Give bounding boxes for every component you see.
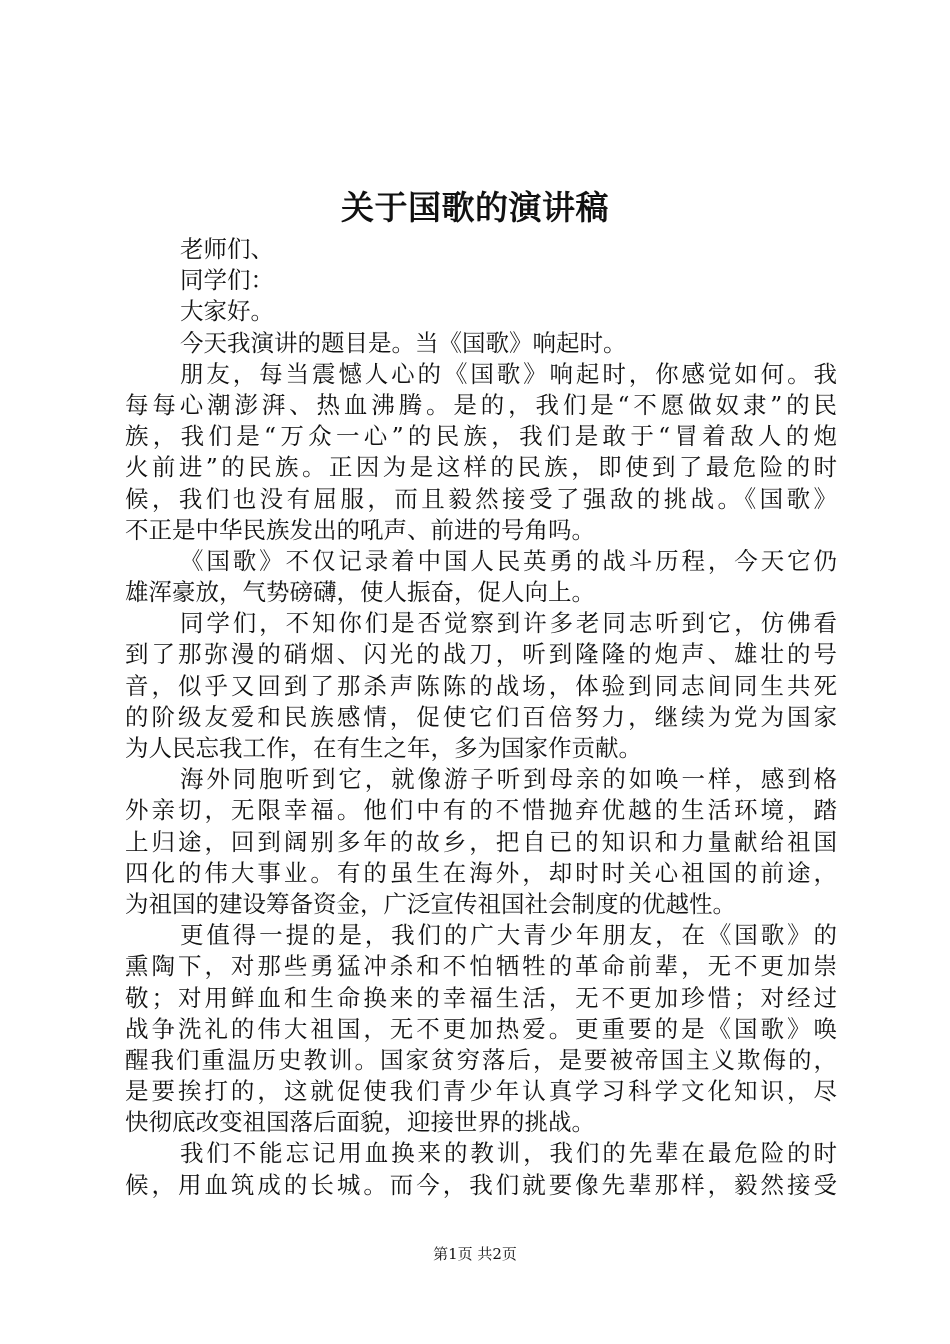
text-line: 同学们，不知你们是否觉察到许多老同志听到它，仿佛看 [180, 609, 837, 638]
text-line: 大家好。 [180, 297, 274, 326]
text-line: 每每心潮澎湃、热血沸腾。是的，我们是“不愿做奴隶”的民 [125, 390, 837, 419]
text-line: 老师们、 [180, 235, 274, 263]
text-line: 海外同胞听到它，就像游子听到母亲的如唤一样，感到格 [180, 765, 837, 794]
text-line: 为人民忘我工作，在有生之年，多为国家作贡献。 [125, 734, 642, 762]
text-line: 是要挨打的，这就促使我们青少年认真学习科学文化知识，尽 [125, 1077, 837, 1106]
text-line: 我们不能忘记用血换来的教训，我们的先辈在最危险的时 [180, 1139, 837, 1168]
text-line: 的阶级友爱和民族感情，促使它们百倍努力，继续为党为国家 [125, 702, 837, 731]
text-line: 上归途，回到阔别多年的故乡，把自已的知识和力量献给祖国 [125, 827, 837, 856]
text-line: 《国歌》不仅记录着中国人民英勇的战斗历程，今天它仍 [180, 546, 837, 575]
text-line: 火前进”的民族。正因为是这样的民族，即使到了最危险的时 [125, 453, 837, 482]
text-line: 为祖国的建设筹备资金，广泛宣传祖国社会制度的优越性。 [125, 889, 736, 918]
text-line: 不正是中华民族发出的吼声、前进的号角吗。 [125, 515, 595, 544]
document-title: 关于国歌的演讲稿 [341, 188, 609, 227]
text-line: 快彻底改变祖国落后面貌，迎接世界的挑战。 [125, 1108, 595, 1137]
text-line: 同学们： [180, 266, 274, 295]
text-line: 到了那弥漫的硝烟、闪光的战刀，听到隆隆的炮声、雄壮的号 [125, 640, 837, 669]
document-body [125, 234, 837, 1201]
text-line: 候，我们也没有屈服，而且毅然接受了强敌的挑战。《国歌》 [125, 484, 837, 513]
text-line: 雄浑豪放，气势磅礴，使人振奋，促人向上。 [125, 578, 595, 607]
text-line: 今天我演讲的题目是。当《国歌》响起时。 [180, 328, 627, 357]
text-line: 更值得一提的是，我们的广大青少年朋友，在《国歌》的 [180, 921, 837, 950]
page-footer: 第1页 共2页 [433, 1245, 517, 1263]
text-line: 敬；对用鲜血和生命换来的幸福生活，无不更加珍惜；对经过 [125, 983, 837, 1012]
text-line: 朋友，每当震憾人心的《国歌》响起时，你感觉如何。我 [180, 359, 837, 388]
text-line: 熏陶下，对那些勇猛冲杀和不怕牺牲的革命前辈，无不更加崇 [125, 952, 837, 981]
text-line: 候，用血筑成的长城。而今，我们就要像先辈那样，毅然接受 [125, 1170, 837, 1199]
text-line: 族，我们是“万众一心”的民族，我们是敢于“冒着敌人的炮 [125, 422, 837, 451]
text-line: 四化的伟大事业。有的虽生在海外，却时时关心祖国的前途， [125, 858, 837, 887]
text-line: 外亲切，无限幸福。他们中有的不惜抛弃优越的生活环境，踏 [125, 796, 837, 825]
text-line: 战争洗礼的伟大祖国，无不更加热爱。更重要的是《国歌》唤 [125, 1014, 837, 1043]
text-line: 音，似乎又回到了那杀声陈陈的战场，体验到同志间同生共死 [125, 671, 837, 700]
text-line: 醒我们重温历史教训。国家贫穷落后，是要被帝国主义欺侮的， [125, 1045, 837, 1074]
